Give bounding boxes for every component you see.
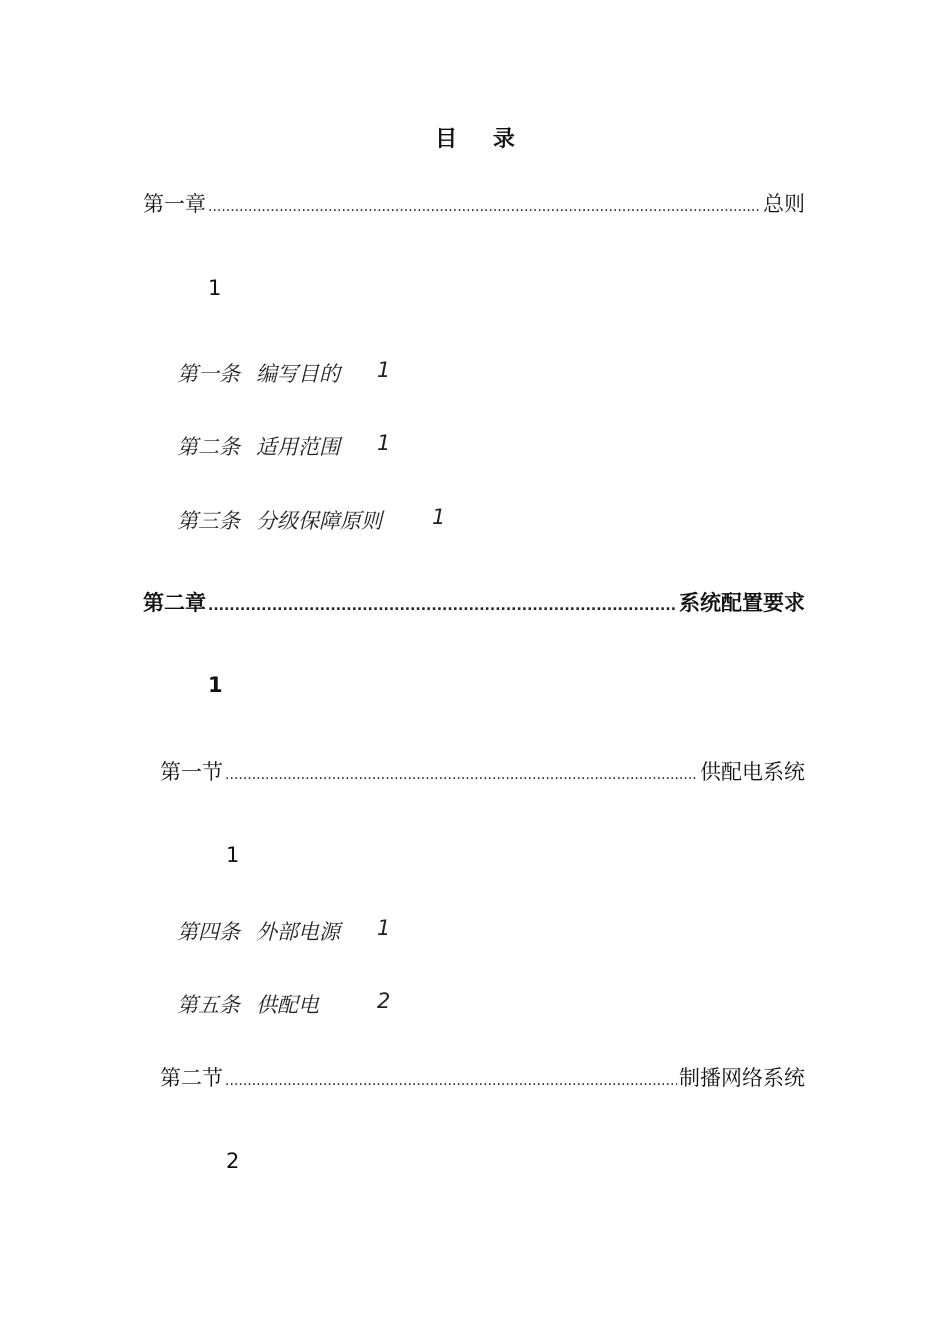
article-page-number: 1 (432, 505, 446, 529)
toc-chapter-2[interactable] (143, 587, 805, 617)
article-page-number: 2 (377, 989, 391, 1013)
chapter-label: 第二章 (143, 591, 206, 615)
article-label: 第四条 (177, 920, 240, 944)
dot-leader (208, 598, 677, 614)
article-page-number: 1 (377, 431, 391, 455)
section-label: 第二节 (160, 1066, 223, 1090)
toc-section-1[interactable] (160, 756, 805, 786)
toc-article-2[interactable] (177, 431, 477, 461)
article-label: 第一条 (177, 362, 240, 386)
toc-article-1[interactable] (177, 358, 477, 388)
chapter-title: 总则 (763, 192, 805, 216)
dot-leader (225, 767, 698, 783)
article-page-number: 1 (377, 358, 391, 382)
article-page-number: 1 (377, 916, 391, 940)
dot-leader (208, 199, 761, 215)
article-label: 第三条 (177, 509, 240, 533)
article-title: 外部电源 (256, 920, 340, 944)
toc-article-3[interactable] (177, 505, 497, 535)
article-label: 第五条 (177, 993, 240, 1017)
article-title: 分级保障原则 (256, 509, 382, 533)
toc-chapter-1[interactable] (143, 188, 805, 218)
dot-leader (225, 1073, 677, 1089)
article-title: 编写目的 (256, 362, 340, 386)
toc-title: 目 录 (435, 127, 529, 152)
article-title: 供配电 (256, 993, 319, 1017)
section-page-number: 1 (226, 843, 240, 867)
toc-article-4[interactable] (177, 916, 477, 946)
article-label: 第二条 (177, 435, 240, 459)
chapter-page-number: 1 (208, 673, 223, 697)
chapter-label: 第一章 (143, 192, 206, 216)
section-title: 制播网络系统 (679, 1066, 805, 1090)
toc-article-5[interactable] (177, 989, 477, 1019)
article-title: 适用范围 (256, 435, 340, 459)
chapter-title: 系统配置要求 (679, 591, 805, 615)
toc-section-2[interactable] (160, 1062, 805, 1092)
section-label: 第一节 (160, 760, 223, 784)
section-title: 供配电系统 (700, 760, 805, 784)
chapter-page-number: 1 (208, 276, 222, 300)
section-page-number: 2 (226, 1149, 240, 1173)
